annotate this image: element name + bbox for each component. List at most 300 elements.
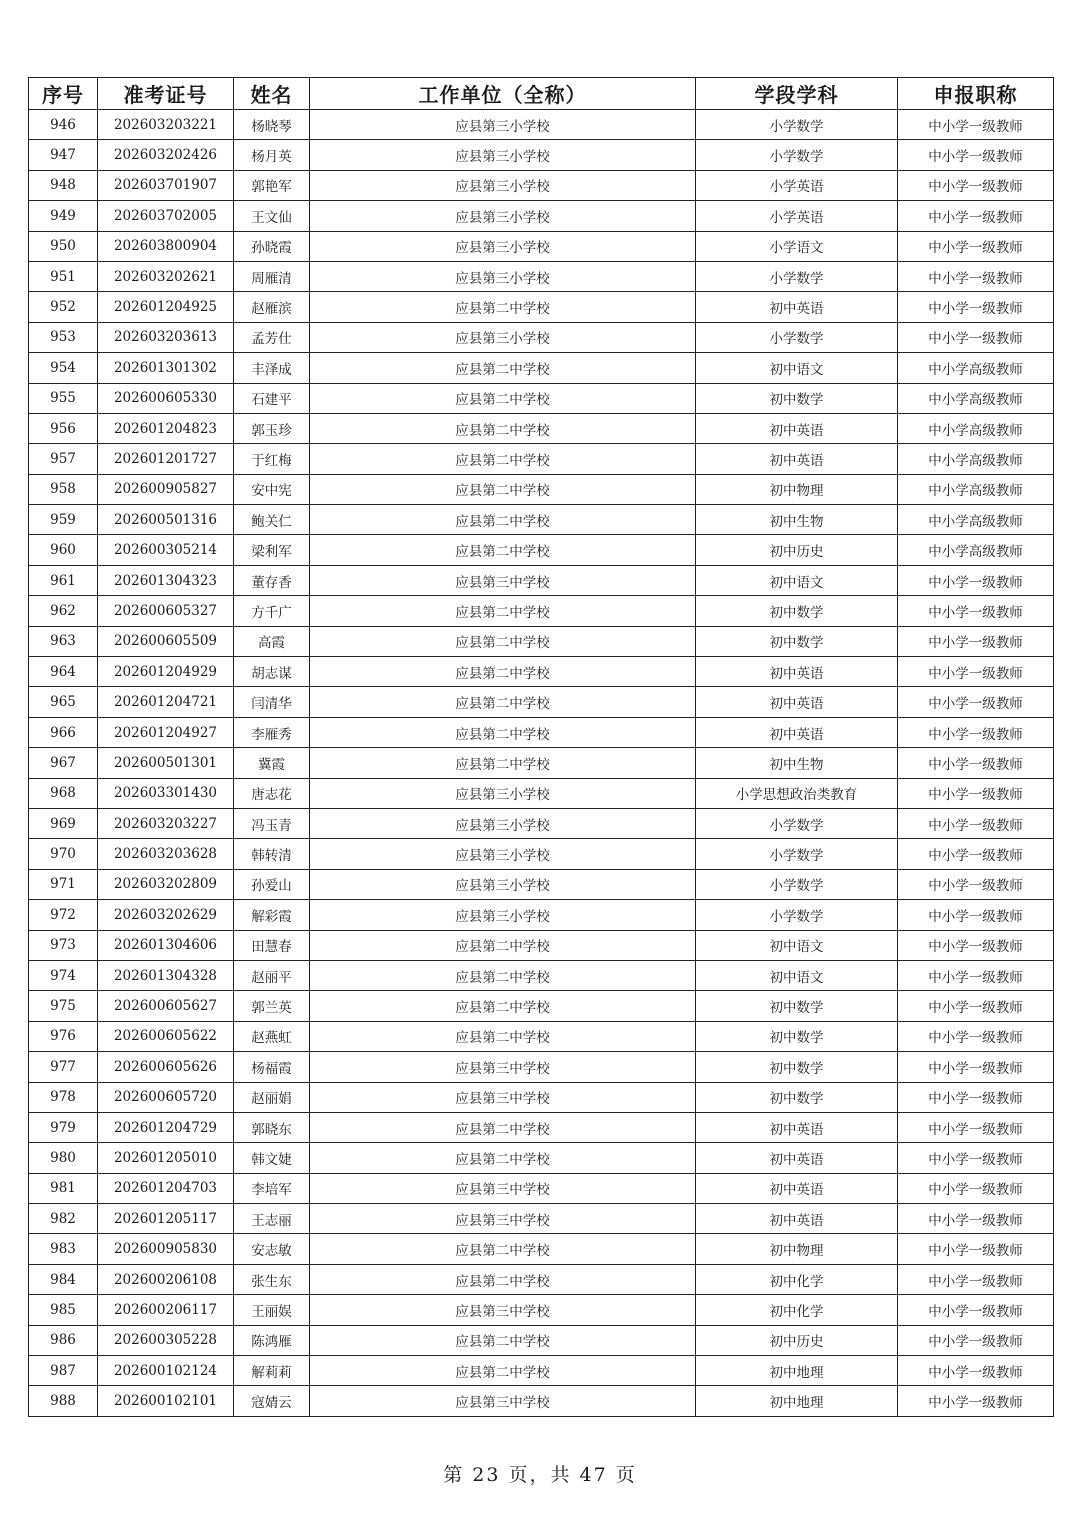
cell-work-unit: 应县第三中学校 (310, 1173, 696, 1203)
cell-title-applied: 中小学一级教师 (898, 1112, 1054, 1142)
header-name: 姓名 (234, 78, 310, 110)
cell-admission-ticket: 202601301302 (98, 353, 234, 383)
cell-name: 解莉莉 (234, 1356, 310, 1386)
cell-serial-number: 973 (29, 930, 98, 960)
cell-title-applied: 中小学一级教师 (898, 1021, 1054, 1051)
cell-subject: 初中生物 (696, 505, 898, 535)
cell-admission-ticket: 202601304606 (98, 930, 234, 960)
table-row (29, 1325, 1054, 1355)
cell-name: 孙爱山 (234, 869, 310, 899)
cell-admission-ticket: 202603701907 (98, 170, 234, 200)
cell-admission-ticket: 202603702005 (98, 201, 234, 231)
cell-name: 闫清华 (234, 687, 310, 717)
cell-serial-number: 987 (29, 1356, 98, 1386)
table-row (29, 474, 1054, 504)
table-row (29, 960, 1054, 990)
cell-subject: 小学数学 (696, 900, 898, 930)
cell-admission-ticket: 202603203221 (98, 110, 234, 140)
cell-name: 韩文婕 (234, 1143, 310, 1173)
table-row (29, 1021, 1054, 1051)
cell-subject: 初中化学 (696, 1264, 898, 1294)
cell-work-unit: 应县第二中学校 (310, 1234, 696, 1264)
table-row (29, 353, 1054, 383)
cell-serial-number: 976 (29, 1021, 98, 1051)
cell-subject: 初中数学 (696, 1082, 898, 1112)
cell-work-unit: 应县第三小学校 (310, 261, 696, 291)
cell-title-applied: 中小学一级教师 (898, 717, 1054, 747)
cell-title-applied: 中小学一级教师 (898, 1143, 1054, 1173)
table-row (29, 1173, 1054, 1203)
cell-serial-number: 972 (29, 900, 98, 930)
cell-name: 石建平 (234, 383, 310, 413)
table-row (29, 717, 1054, 747)
cell-subject: 初中数学 (696, 1021, 898, 1051)
cell-subject: 小学数学 (696, 869, 898, 899)
cell-subject: 初中英语 (696, 292, 898, 322)
document-table-container (28, 77, 1053, 1417)
cell-name: 唐志花 (234, 778, 310, 808)
cell-serial-number: 955 (29, 383, 98, 413)
cell-work-unit: 应县第三中学校 (310, 1082, 696, 1112)
cell-name: 胡志谋 (234, 657, 310, 687)
cell-subject: 初中英语 (696, 1112, 898, 1142)
cell-name: 冀霞 (234, 748, 310, 778)
cell-admission-ticket: 202603800904 (98, 231, 234, 261)
cell-work-unit: 应县第二中学校 (310, 413, 696, 443)
cell-name: 于红梅 (234, 444, 310, 474)
table-row (29, 322, 1054, 352)
cell-serial-number: 982 (29, 1204, 98, 1234)
cell-serial-number: 952 (29, 292, 98, 322)
cell-serial-number: 946 (29, 110, 98, 140)
cell-name: 孟芳仕 (234, 322, 310, 352)
cell-name: 郭兰英 (234, 991, 310, 1021)
table-body (29, 110, 1054, 1417)
cell-name: 李雁秀 (234, 717, 310, 747)
cell-name: 董存香 (234, 565, 310, 595)
cell-serial-number: 984 (29, 1264, 98, 1294)
table-row (29, 565, 1054, 595)
cell-title-applied: 中小学一级教师 (898, 1295, 1054, 1325)
cell-name: 赵丽平 (234, 960, 310, 990)
cell-serial-number: 962 (29, 596, 98, 626)
cell-serial-number: 948 (29, 170, 98, 200)
cell-admission-ticket: 202600102124 (98, 1356, 234, 1386)
table-row (29, 140, 1054, 170)
cell-name: 韩转清 (234, 839, 310, 869)
cell-serial-number: 947 (29, 140, 98, 170)
table-row (29, 1264, 1054, 1294)
cell-subject: 初中地理 (696, 1356, 898, 1386)
cell-subject: 初中数学 (696, 596, 898, 626)
table-row (29, 1052, 1054, 1082)
cell-serial-number: 957 (29, 444, 98, 474)
cell-serial-number: 950 (29, 231, 98, 261)
cell-work-unit: 应县第三小学校 (310, 110, 696, 140)
cell-admission-ticket: 202603202809 (98, 869, 234, 899)
table-row (29, 261, 1054, 291)
cell-admission-ticket: 202603202621 (98, 261, 234, 291)
cell-serial-number: 956 (29, 413, 98, 443)
table-row (29, 535, 1054, 565)
table-row (29, 778, 1054, 808)
cell-name: 王丽娱 (234, 1295, 310, 1325)
cell-work-unit: 应县第二中学校 (310, 991, 696, 1021)
table-row (29, 505, 1054, 535)
cell-title-applied: 中小学一级教师 (898, 170, 1054, 200)
table-row (29, 444, 1054, 474)
cell-name: 张生东 (234, 1264, 310, 1294)
table-row (29, 1356, 1054, 1386)
cell-title-applied: 中小学高级教师 (898, 444, 1054, 474)
cell-admission-ticket: 202600206117 (98, 1295, 234, 1325)
table-row (29, 1204, 1054, 1234)
cell-work-unit: 应县第三小学校 (310, 231, 696, 261)
cell-admission-ticket: 202600605509 (98, 626, 234, 656)
cell-name: 田慧春 (234, 930, 310, 960)
cell-title-applied: 中小学一级教师 (898, 1082, 1054, 1112)
cell-title-applied: 中小学一级教师 (898, 626, 1054, 656)
table-row (29, 292, 1054, 322)
cell-title-applied: 中小学一级教师 (898, 1264, 1054, 1294)
cell-serial-number: 967 (29, 748, 98, 778)
cell-subject: 初中数学 (696, 383, 898, 413)
cell-subject: 初中语文 (696, 353, 898, 383)
cell-serial-number: 968 (29, 778, 98, 808)
cell-title-applied: 中小学一级教师 (898, 231, 1054, 261)
cell-work-unit: 应县第二中学校 (310, 960, 696, 990)
cell-work-unit: 应县第三中学校 (310, 1052, 696, 1082)
cell-name: 杨月英 (234, 140, 310, 170)
header-title-applied: 申报职称 (898, 78, 1054, 110)
cell-title-applied: 中小学高级教师 (898, 535, 1054, 565)
cell-name: 陈鸿雁 (234, 1325, 310, 1355)
cell-work-unit: 应县第三小学校 (310, 808, 696, 838)
cell-title-applied: 中小学一级教师 (898, 930, 1054, 960)
table-row (29, 808, 1054, 838)
cell-name: 丰泽成 (234, 353, 310, 383)
cell-title-applied: 中小学一级教师 (898, 869, 1054, 899)
cell-serial-number: 965 (29, 687, 98, 717)
cell-work-unit: 应县第二中学校 (310, 717, 696, 747)
cell-serial-number: 951 (29, 261, 98, 291)
cell-work-unit: 应县第三小学校 (310, 140, 696, 170)
cell-subject: 小学思想政治类教育 (696, 778, 898, 808)
cell-subject: 初中英语 (696, 444, 898, 474)
cell-admission-ticket: 202600605626 (98, 1052, 234, 1082)
cell-name: 梁利军 (234, 535, 310, 565)
cell-subject: 初中化学 (696, 1295, 898, 1325)
cell-work-unit: 应县第二中学校 (310, 1021, 696, 1051)
cell-subject: 小学数学 (696, 322, 898, 352)
table-row (29, 383, 1054, 413)
cell-admission-ticket: 202603203613 (98, 322, 234, 352)
cell-name: 鲍关仁 (234, 505, 310, 535)
cell-name: 李培军 (234, 1173, 310, 1203)
cell-serial-number: 980 (29, 1143, 98, 1173)
cell-work-unit: 应县第二中学校 (310, 1112, 696, 1142)
cell-name: 高霞 (234, 626, 310, 656)
cell-work-unit: 应县第二中学校 (310, 687, 696, 717)
cell-title-applied: 中小学一级教师 (898, 687, 1054, 717)
cell-work-unit: 应县第二中学校 (310, 474, 696, 504)
cell-title-applied: 中小学一级教师 (898, 1204, 1054, 1234)
table-row (29, 839, 1054, 869)
cell-serial-number: 954 (29, 353, 98, 383)
cell-work-unit: 应县第三小学校 (310, 170, 696, 200)
cell-admission-ticket: 202601204729 (98, 1112, 234, 1142)
cell-name: 安志敏 (234, 1234, 310, 1264)
cell-name: 赵丽娟 (234, 1082, 310, 1112)
table-row (29, 231, 1054, 261)
cell-title-applied: 中小学高级教师 (898, 413, 1054, 443)
cell-admission-ticket: 202600605622 (98, 1021, 234, 1051)
table-row (29, 900, 1054, 930)
cell-subject: 初中生物 (696, 748, 898, 778)
cell-work-unit: 应县第二中学校 (310, 657, 696, 687)
cell-title-applied: 中小学一级教师 (898, 808, 1054, 838)
cell-subject: 小学英语 (696, 201, 898, 231)
cell-serial-number: 985 (29, 1295, 98, 1325)
cell-name: 寇婧云 (234, 1386, 310, 1416)
cell-name: 杨晓琴 (234, 110, 310, 140)
table-row (29, 930, 1054, 960)
cell-admission-ticket: 202601204823 (98, 413, 234, 443)
cell-work-unit: 应县第三小学校 (310, 900, 696, 930)
cell-title-applied: 中小学高级教师 (898, 474, 1054, 504)
cell-admission-ticket: 202600206108 (98, 1264, 234, 1294)
cell-name: 郭玉珍 (234, 413, 310, 443)
cell-title-applied: 中小学高级教师 (898, 353, 1054, 383)
cell-title-applied: 中小学一级教师 (898, 292, 1054, 322)
cell-subject: 初中语文 (696, 930, 898, 960)
cell-name: 郭晓东 (234, 1112, 310, 1142)
cell-serial-number: 949 (29, 201, 98, 231)
cell-serial-number: 971 (29, 869, 98, 899)
cell-title-applied: 中小学一级教师 (898, 110, 1054, 140)
cell-admission-ticket: 202600605327 (98, 596, 234, 626)
cell-subject: 初中数学 (696, 1052, 898, 1082)
cell-admission-ticket: 202601304328 (98, 960, 234, 990)
cell-serial-number: 975 (29, 991, 98, 1021)
cell-title-applied: 中小学一级教师 (898, 261, 1054, 291)
cell-name: 王文仙 (234, 201, 310, 231)
cell-subject: 初中英语 (696, 717, 898, 747)
cell-serial-number: 983 (29, 1234, 98, 1264)
cell-admission-ticket: 202600305214 (98, 535, 234, 565)
cell-serial-number: 958 (29, 474, 98, 504)
cell-subject: 初中地理 (696, 1386, 898, 1416)
cell-admission-ticket: 202601204927 (98, 717, 234, 747)
cell-admission-ticket: 202600605627 (98, 991, 234, 1021)
cell-serial-number: 966 (29, 717, 98, 747)
header-row (29, 78, 1054, 110)
cell-serial-number: 963 (29, 626, 98, 656)
cell-work-unit: 应县第二中学校 (310, 596, 696, 626)
cell-name: 周雁清 (234, 261, 310, 291)
cell-name: 解彩霞 (234, 900, 310, 930)
cell-admission-ticket: 202601204929 (98, 657, 234, 687)
cell-subject: 初中语文 (696, 960, 898, 990)
table-row (29, 110, 1054, 140)
cell-admission-ticket: 202600501301 (98, 748, 234, 778)
cell-admission-ticket: 202603301430 (98, 778, 234, 808)
cell-work-unit: 应县第三小学校 (310, 869, 696, 899)
table-row (29, 596, 1054, 626)
cell-work-unit: 应县第二中学校 (310, 383, 696, 413)
header-admission-ticket: 准考证号 (98, 78, 234, 110)
cell-serial-number: 979 (29, 1112, 98, 1142)
cell-work-unit: 应县第三小学校 (310, 839, 696, 869)
cell-subject: 初中物理 (696, 1234, 898, 1264)
cell-serial-number: 964 (29, 657, 98, 687)
cell-title-applied: 中小学一级教师 (898, 322, 1054, 352)
cell-title-applied: 中小学一级教师 (898, 565, 1054, 595)
cell-work-unit: 应县第三中学校 (310, 1295, 696, 1325)
table-row (29, 201, 1054, 231)
cell-admission-ticket: 202603202426 (98, 140, 234, 170)
header-subject: 学段学科 (696, 78, 898, 110)
cell-admission-ticket: 202601204703 (98, 1173, 234, 1203)
cell-work-unit: 应县第二中学校 (310, 444, 696, 474)
cell-work-unit: 应县第二中学校 (310, 626, 696, 656)
cell-subject: 初中物理 (696, 474, 898, 504)
cell-work-unit: 应县第二中学校 (310, 748, 696, 778)
cell-title-applied: 中小学一级教师 (898, 1325, 1054, 1355)
table-row (29, 170, 1054, 200)
cell-name: 冯玉青 (234, 808, 310, 838)
cell-title-applied: 中小学高级教师 (898, 505, 1054, 535)
cell-name: 孙晓霞 (234, 231, 310, 261)
cell-admission-ticket: 202600905827 (98, 474, 234, 504)
cell-subject: 初中历史 (696, 535, 898, 565)
cell-subject: 初中数学 (696, 991, 898, 1021)
cell-work-unit: 应县第三中学校 (310, 565, 696, 595)
cell-subject: 初中英语 (696, 1143, 898, 1173)
page-footer: 第 23 页，共 47 页 (443, 1464, 637, 1486)
table-row (29, 991, 1054, 1021)
cell-name: 郭艳军 (234, 170, 310, 200)
cell-work-unit: 应县第二中学校 (310, 353, 696, 383)
cell-admission-ticket: 202603202629 (98, 900, 234, 930)
cell-serial-number: 961 (29, 565, 98, 595)
cell-subject: 小学数学 (696, 261, 898, 291)
cell-title-applied: 中小学一级教师 (898, 657, 1054, 687)
cell-subject: 小学数学 (696, 110, 898, 140)
table-row (29, 1143, 1054, 1173)
cell-name: 方千广 (234, 596, 310, 626)
table-row (29, 748, 1054, 778)
cell-subject: 初中语文 (696, 565, 898, 595)
table-row (29, 1082, 1054, 1112)
table-row (29, 626, 1054, 656)
cell-admission-ticket: 202601205010 (98, 1143, 234, 1173)
cell-work-unit: 应县第二中学校 (310, 930, 696, 960)
table-row (29, 1234, 1054, 1264)
cell-work-unit: 应县第二中学校 (310, 1143, 696, 1173)
cell-subject: 初中历史 (696, 1325, 898, 1355)
cell-admission-ticket: 202600605330 (98, 383, 234, 413)
cell-work-unit: 应县第三小学校 (310, 201, 696, 231)
cell-admission-ticket: 202600102101 (98, 1386, 234, 1416)
cell-serial-number: 959 (29, 505, 98, 535)
cell-serial-number: 981 (29, 1173, 98, 1203)
cell-name: 王志丽 (234, 1204, 310, 1234)
cell-serial-number: 960 (29, 535, 98, 565)
cell-serial-number: 974 (29, 960, 98, 990)
table-row (29, 1295, 1054, 1325)
table-row (29, 869, 1054, 899)
cell-admission-ticket: 202600905830 (98, 1234, 234, 1264)
cell-subject: 初中英语 (696, 687, 898, 717)
cell-title-applied: 中小学一级教师 (898, 1386, 1054, 1416)
cell-admission-ticket: 202603203628 (98, 839, 234, 869)
cell-name: 赵燕虹 (234, 1021, 310, 1051)
cell-title-applied: 中小学一级教师 (898, 596, 1054, 626)
table-row (29, 1386, 1054, 1416)
cell-subject: 初中英语 (696, 413, 898, 443)
cell-name: 杨福霞 (234, 1052, 310, 1082)
cell-work-unit: 应县第二中学校 (310, 1264, 696, 1294)
cell-serial-number: 986 (29, 1325, 98, 1355)
cell-title-applied: 中小学一级教师 (898, 1052, 1054, 1082)
cell-title-applied: 中小学一级教师 (898, 991, 1054, 1021)
table-row (29, 1112, 1054, 1142)
cell-work-unit: 应县第三中学校 (310, 1204, 696, 1234)
cell-serial-number: 977 (29, 1052, 98, 1082)
cell-admission-ticket: 202600605720 (98, 1082, 234, 1112)
cell-title-applied: 中小学一级教师 (898, 839, 1054, 869)
cell-subject: 初中英语 (696, 657, 898, 687)
candidate-table (28, 77, 1054, 1417)
cell-admission-ticket: 202603203227 (98, 808, 234, 838)
cell-title-applied: 中小学一级教师 (898, 1356, 1054, 1386)
cell-admission-ticket: 202601205117 (98, 1204, 234, 1234)
cell-name: 赵雁滨 (234, 292, 310, 322)
header-work-unit: 工作单位（全称） (310, 78, 696, 110)
cell-subject: 小学语文 (696, 231, 898, 261)
cell-admission-ticket: 202600501316 (98, 505, 234, 535)
header-serial-number: 序号 (29, 78, 98, 110)
cell-work-unit: 应县第三中学校 (310, 1386, 696, 1416)
cell-serial-number: 988 (29, 1386, 98, 1416)
cell-subject: 初中英语 (696, 1204, 898, 1234)
cell-work-unit: 应县第三小学校 (310, 322, 696, 352)
cell-serial-number: 953 (29, 322, 98, 352)
cell-admission-ticket: 202600305228 (98, 1325, 234, 1355)
cell-work-unit: 应县第二中学校 (310, 292, 696, 322)
cell-work-unit: 应县第二中学校 (310, 1356, 696, 1386)
table-header (29, 78, 1054, 110)
cell-subject: 小学数学 (696, 140, 898, 170)
cell-subject: 小学数学 (696, 808, 898, 838)
cell-name: 安中宪 (234, 474, 310, 504)
cell-title-applied: 中小学一级教师 (898, 201, 1054, 231)
cell-title-applied: 中小学一级教师 (898, 140, 1054, 170)
cell-admission-ticket: 202601204721 (98, 687, 234, 717)
table-row (29, 413, 1054, 443)
cell-serial-number: 970 (29, 839, 98, 869)
cell-serial-number: 969 (29, 808, 98, 838)
cell-title-applied: 中小学一级教师 (898, 748, 1054, 778)
cell-subject: 小学英语 (696, 170, 898, 200)
cell-subject: 初中数学 (696, 626, 898, 656)
cell-title-applied: 中小学一级教师 (898, 1234, 1054, 1264)
cell-admission-ticket: 202601204925 (98, 292, 234, 322)
table-row (29, 687, 1054, 717)
cell-admission-ticket: 202601201727 (98, 444, 234, 474)
cell-work-unit: 应县第二中学校 (310, 1325, 696, 1355)
